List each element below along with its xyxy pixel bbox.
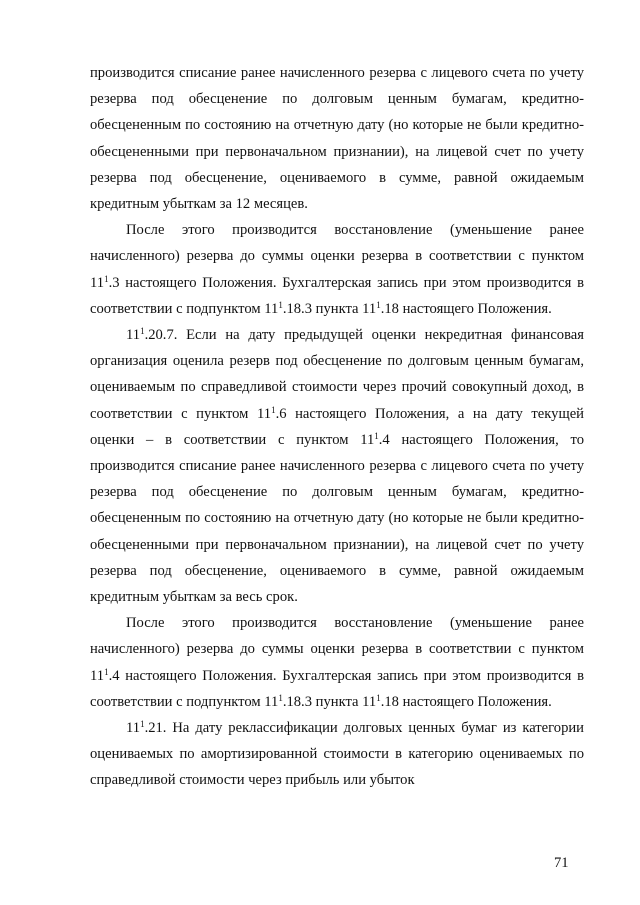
superscript: 1 [278, 692, 283, 703]
superscript: 1 [104, 666, 109, 677]
superscript: 1 [278, 299, 283, 310]
text-run: .18.3 пункта 11 [282, 693, 377, 710]
paragraph [90, 322, 584, 610]
paragraph [90, 217, 584, 322]
text-run: .4 настоящего Положения, то производится списание ранее начисленного резерва с лицевого счета по учету резерва под обесценение по долговым ценным бумагам, кредитно-обесцененным по состоянию на отчетную дату (но которые не были кредитно-обесцененными при первоначальном признании), на лицевой счет по учету резерва под обесценение, оцениваемого в сумме, равной ожидаемым кредитным убыткам за весь срок. [90, 431, 584, 606]
superscript: 1 [140, 326, 145, 337]
text-run: .18.3 пункта 11 [282, 300, 377, 317]
text-run: производится списание ранее начисленного резерва с лицевого счета по учету резерва под обесценение по долговым ценным бумагам, кредитно-обесцененным по состоянию на отчетную дату (но которые не были кредитно-обесцененными при первоначальном признании), на лицевой счет по учету резерва под обесценение, оцениваемого в сумме, равной ожидаемым кредитным убыткам за 12 месяцев. [90, 65, 584, 213]
text-run: .20.7. Если на дату предыдущей оценки некредитная финансовая организация оценила резерв под обесценение по долговым ценным бумагам, оцениваемым по справедливой стоимости через прочий совокупный доход, в соответствии с пунктом 11 [90, 327, 584, 422]
text-run: После этого производится восстановление (уменьшение ранее начисленного) резерва до суммы оценки резерва в соответствии с пунктом 11 [90, 615, 584, 684]
paragraph [90, 715, 584, 794]
superscript: 1 [104, 273, 109, 284]
document-page [90, 60, 584, 794]
superscript: 1 [376, 299, 381, 310]
superscript: 1 [376, 692, 381, 703]
paragraph [90, 610, 584, 715]
text-run: .3 настоящего Положения. Бухгалтерская запись при этом производится в соответствии с подпунктом 11 [90, 274, 584, 317]
text-run: После этого производится восстановление (уменьшение ранее начисленного) резерва до суммы оценки резерва в соответствии с пунктом 11 [90, 222, 584, 291]
text-run: .6 настоящего Положения, а на дату текущей оценки – в соответствии с пунктом 11 [90, 405, 584, 448]
text-run: .4 настоящего Положения. Бухгалтерская запись при этом производится в соответствии с подпунктом 11 [90, 667, 584, 710]
superscript: 1 [140, 719, 145, 730]
page-number: 71 [554, 855, 569, 871]
superscript: 1 [374, 430, 379, 441]
text-run: .18 настоящего Положения. [380, 300, 552, 317]
superscript: 1 [271, 404, 276, 415]
text-run: 11 [126, 720, 141, 737]
paragraph [90, 60, 584, 217]
text-run: .18 настоящего Положения. [380, 693, 552, 710]
text-run: 11 [126, 327, 141, 344]
text-run: .21. На дату реклассификации долговых ценных бумаг из категории оцениваемых по амортизированной стоимости в категорию оцениваемых по справедливой стоимости через прибыль или убыток [90, 720, 584, 789]
